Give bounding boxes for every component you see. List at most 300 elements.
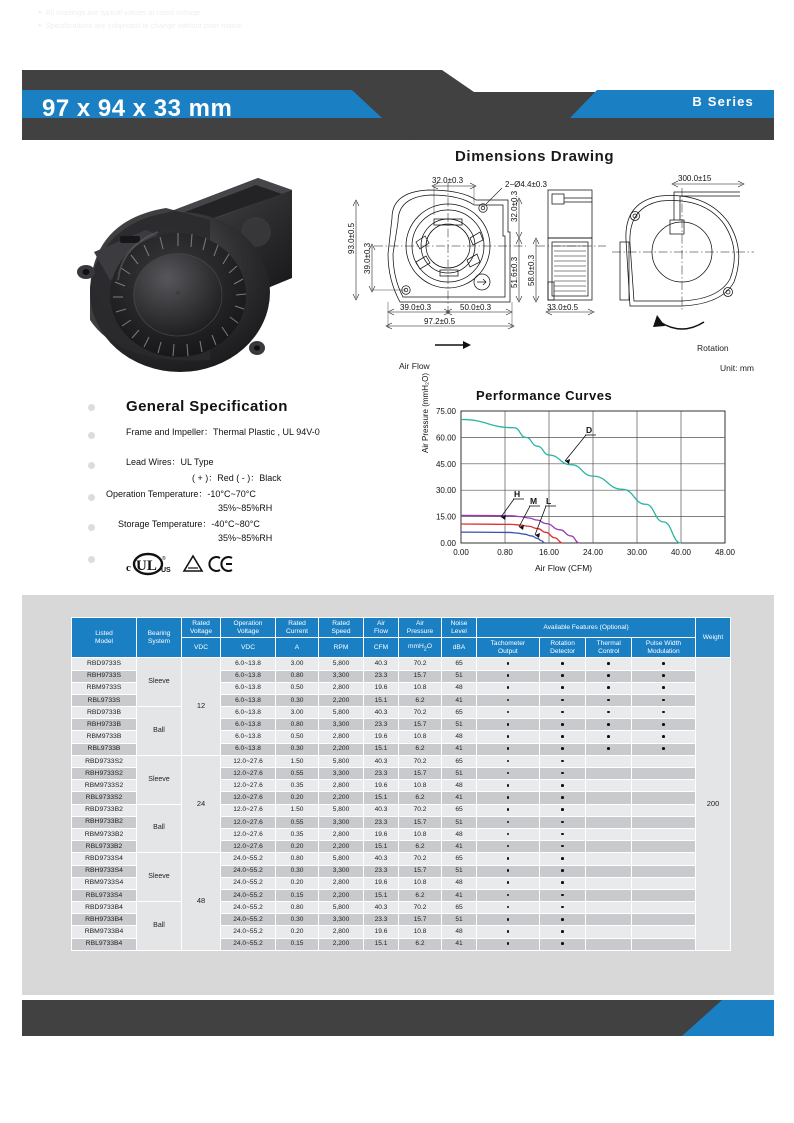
cell-listed-model: RBM9733B4 (72, 926, 137, 938)
cell-listed-model: RBM9733S2 (72, 780, 137, 792)
svg-text:UL: UL (136, 558, 157, 574)
cell-rotation-detector (539, 755, 586, 767)
footer-note-1: ● All readings are typical values at rated voltage. (38, 6, 244, 19)
cell-operation-voltage: 24.0~55.2 (221, 926, 276, 938)
bullet-icon (88, 524, 95, 531)
cell-pulse-width-modulation (632, 670, 696, 682)
cell-rated-current: 0.55 (276, 768, 319, 780)
cell-air-pressure: 10.8 (399, 731, 442, 743)
ce-icon (209, 557, 232, 571)
feature-dot (507, 784, 510, 787)
cell-pulse-width-modulation (632, 853, 696, 865)
cell-rated-speed: 3,300 (319, 719, 364, 731)
cell-bearing-system: Ball (137, 804, 182, 853)
feature-dot (507, 906, 510, 909)
cell-rated-speed: 5,800 (319, 755, 364, 767)
cell-listed-model: RBH9733B (72, 719, 137, 731)
cell-rated-current: 0.20 (276, 841, 319, 853)
cell-pulse-width-modulation (632, 743, 696, 755)
cell-rated-speed: 3,300 (319, 768, 364, 780)
cell-operation-voltage: 12.0~27.6 (221, 841, 276, 853)
cell-tachometer-output (477, 865, 540, 877)
cell-tachometer-output (477, 743, 540, 755)
cell-rotation-detector (539, 902, 586, 914)
cell-listed-model: RBH9733B4 (72, 914, 137, 926)
feature-dot (507, 699, 510, 702)
cell-air-flow: 19.6 (364, 926, 399, 938)
cell-rated-speed: 2,800 (319, 682, 364, 694)
feature-dot (507, 930, 510, 933)
th-listed-model-line2: Model (95, 637, 113, 645)
cell-thermal-control (586, 853, 632, 865)
cell-noise-level: 51 (442, 865, 477, 877)
cell-noise-level: 51 (442, 670, 477, 682)
cell-rated-speed: 2,800 (319, 828, 364, 840)
cell-air-flow: 40.3 (364, 804, 399, 816)
feature-dot (507, 796, 510, 799)
cell-air-flow: 23.3 (364, 865, 399, 877)
feature-dot (607, 723, 610, 726)
feature-dot (507, 881, 510, 884)
cell-noise-level: 65 (442, 707, 477, 719)
cell-rotation-detector (539, 780, 586, 792)
cell-pulse-width-modulation (632, 658, 696, 670)
table-row (72, 755, 731, 767)
cell-thermal-control (586, 877, 632, 889)
cell-listed-model: RBM9733S4 (72, 877, 137, 889)
chart-label-M: M (530, 496, 538, 506)
cell-rated-current: 0.30 (276, 743, 319, 755)
chart-y-tick: 45.00 (435, 459, 456, 469)
th-operation-voltage: Operation Voltage (221, 618, 276, 638)
cell-air-pressure: 10.8 (399, 877, 442, 889)
cell-tachometer-output (477, 877, 540, 889)
th-listed-model-line1: Listed (95, 630, 113, 638)
cell-thermal-control (586, 816, 632, 828)
dim-39-b: 39.0±0.3 (400, 303, 432, 312)
chart-y-tick: 75.00 (435, 407, 456, 416)
chart-y-tick: 0.00 (440, 539, 456, 548)
cell-noise-level: 48 (442, 780, 477, 792)
feature-dot (607, 699, 610, 702)
dim-32-right: 32.0±0.3 (510, 190, 519, 222)
cell-listed-model: RBD9733B4 (72, 902, 137, 914)
cell-operation-voltage: 24.0~55.2 (221, 853, 276, 865)
bullet-icon (88, 432, 95, 439)
cell-rotation-detector (539, 926, 586, 938)
cell-rotation-detector (539, 792, 586, 804)
spec-lead-polarity: ( + )：Red ( - )：Black (192, 473, 282, 483)
th-rated-current: Rated Current (276, 618, 319, 638)
series-label: B Series (692, 94, 754, 109)
specifications-table (71, 617, 731, 951)
cell-thermal-control (586, 902, 632, 914)
cell-air-flow: 23.3 (364, 816, 399, 828)
cell-rated-speed: 5,800 (319, 804, 364, 816)
cell-rotation-detector (539, 719, 586, 731)
cell-rated-speed: 3,300 (319, 816, 364, 828)
cell-bearing-system: Ball (137, 707, 182, 756)
ul-icon (134, 554, 162, 574)
cell-rated-current: 1.50 (276, 804, 319, 816)
cell-operation-voltage: 24.0~55.2 (221, 877, 276, 889)
dim-33: 33.0±0.5 (547, 303, 579, 312)
feature-dot (561, 760, 564, 763)
cell-operation-voltage: 24.0~55.2 (221, 914, 276, 926)
bullet-icon (88, 556, 95, 563)
cell-rated-voltage: 48 (182, 853, 221, 951)
cell-noise-level: 48 (442, 731, 477, 743)
cell-air-flow: 19.6 (364, 780, 399, 792)
cell-air-flow: 40.3 (364, 902, 399, 914)
cell-air-pressure: 6.2 (399, 841, 442, 853)
cell-rotation-detector (539, 731, 586, 743)
cell-air-flow: 19.6 (364, 877, 399, 889)
cell-rated-current: 0.80 (276, 853, 319, 865)
cell-noise-level: 65 (442, 658, 477, 670)
feature-dot (507, 772, 510, 775)
cell-rated-current: 0.30 (276, 865, 319, 877)
cell-air-pressure: 6.2 (399, 938, 442, 950)
chart-x-tick: 24.00 (582, 548, 604, 557)
cell-pulse-width-modulation (632, 707, 696, 719)
feature-dot (561, 857, 564, 860)
bullet-icon (88, 462, 95, 469)
cell-rated-current: 0.50 (276, 731, 319, 743)
svg-text:®: ® (162, 556, 166, 562)
cell-pulse-width-modulation (632, 780, 696, 792)
feature-dot (561, 845, 564, 848)
svg-text:c: c (126, 562, 131, 574)
cell-pulse-width-modulation (632, 792, 696, 804)
cell-tachometer-output (477, 889, 540, 901)
cell-pulse-width-modulation (632, 731, 696, 743)
cell-air-pressure: 6.2 (399, 694, 442, 706)
cell-listed-model: RBL9733B2 (72, 841, 137, 853)
th-pulse-width-modulation: Pulse Width Modulation (632, 638, 696, 658)
feature-dot (561, 942, 564, 945)
footer-banner (22, 1000, 774, 1036)
feature-dot (607, 686, 610, 689)
feature-dot (507, 662, 510, 665)
cell-listed-model: RBL9733S4 (72, 889, 137, 901)
feature-dot (662, 686, 665, 689)
dim-50: 50.0±0.3 (460, 303, 492, 312)
cell-rated-speed: 5,800 (319, 658, 364, 670)
cell-listed-model: RBD9733S (72, 658, 137, 670)
cell-noise-level: 65 (442, 902, 477, 914)
feature-dot (561, 869, 564, 872)
cell-rated-current: 0.35 (276, 828, 319, 840)
chart-y-tick: 30.00 (435, 486, 456, 496)
cell-operation-voltage: 24.0~55.2 (221, 889, 276, 901)
cell-thermal-control (586, 792, 632, 804)
cell-air-pressure: 70.2 (399, 755, 442, 767)
feature-dot (561, 881, 564, 884)
cell-air-flow: 40.3 (364, 658, 399, 670)
dim-300: 300.0±15 (678, 174, 712, 183)
cell-noise-level: 41 (442, 938, 477, 950)
cell-air-flow: 40.3 (364, 707, 399, 719)
cell-rated-speed: 5,800 (319, 853, 364, 865)
feature-dot (662, 711, 665, 714)
cell-operation-voltage: 12.0~27.6 (221, 792, 276, 804)
cell-listed-model: RBH9733B2 (72, 816, 137, 828)
table-header (72, 618, 731, 658)
cell-rotation-detector (539, 670, 586, 682)
cell-bearing-system: Sleeve (137, 658, 182, 707)
cell-pulse-width-modulation (632, 828, 696, 840)
cell-tachometer-output (477, 780, 540, 792)
cell-thermal-control (586, 694, 632, 706)
cell-noise-level: 41 (442, 792, 477, 804)
th-rated-voltage: Rated Voltage (182, 618, 221, 638)
cell-rotation-detector (539, 694, 586, 706)
dim-58: 58.0±0.3 (527, 254, 536, 286)
cell-pulse-width-modulation (632, 755, 696, 767)
cell-air-flow: 23.3 (364, 719, 399, 731)
cell-listed-model: RBH9733S4 (72, 865, 137, 877)
cell-air-flow: 23.3 (364, 768, 399, 780)
general-spec-heading: General Specification (126, 398, 288, 415)
cell-air-flow: 23.3 (364, 914, 399, 926)
th-available-features: Available Features (Optional) (477, 618, 696, 638)
cell-listed-model: RBL9733S (72, 694, 137, 706)
cell-tachometer-output (477, 804, 540, 816)
cell-rotation-detector (539, 853, 586, 865)
cell-air-pressure: 6.2 (399, 743, 442, 755)
cell-rated-current: 0.20 (276, 926, 319, 938)
cell-air-flow: 15.1 (364, 743, 399, 755)
dimensions-drawing-title: Dimensions Drawing (455, 148, 615, 165)
cell-rated-current: 0.15 (276, 938, 319, 950)
feature-dot (507, 686, 510, 689)
bullet-icon (88, 494, 95, 501)
dim-hole: 2−Ø4.4±0.3 (505, 180, 547, 189)
cell-pulse-width-modulation (632, 719, 696, 731)
table-row (72, 853, 731, 865)
cell-noise-level: 51 (442, 719, 477, 731)
cell-tachometer-output (477, 682, 540, 694)
cell-tachometer-output (477, 938, 540, 950)
feature-dot (561, 747, 564, 750)
cell-rated-speed: 2,200 (319, 792, 364, 804)
cell-listed-model: RBM9733B2 (72, 828, 137, 840)
cell-air-flow: 15.1 (364, 938, 399, 950)
chart-label-L: L (546, 496, 552, 506)
cell-listed-model: RBD9733B2 (72, 804, 137, 816)
cell-pulse-width-modulation (632, 841, 696, 853)
th-unit-noise-level: dBA (442, 638, 477, 658)
feature-dot (561, 918, 564, 921)
cell-rotation-detector (539, 816, 586, 828)
cell-operation-voltage: 12.0~27.6 (221, 828, 276, 840)
cell-tachometer-output (477, 694, 540, 706)
chart-x-tick: 40.00 (670, 548, 692, 557)
th-tachometer-output: Tachometer Output (477, 638, 540, 658)
cell-air-pressure: 10.8 (399, 780, 442, 792)
spec-frame-impeller: Frame and Impeller：Thermal Plastic , UL 94V-0 (126, 427, 320, 437)
cell-air-flow: 23.3 (364, 670, 399, 682)
table-row (72, 658, 731, 670)
th-air-flow: Air Flow (364, 618, 399, 638)
cell-air-pressure: 15.7 (399, 865, 442, 877)
cell-air-flow: 40.3 (364, 853, 399, 865)
cell-noise-level: 65 (442, 804, 477, 816)
cell-pulse-width-modulation (632, 914, 696, 926)
cell-air-pressure: 70.2 (399, 804, 442, 816)
dim-32-top: 32.0±0.3 (432, 176, 464, 185)
cell-air-pressure: 70.2 (399, 707, 442, 719)
cell-bearing-system: Ball (137, 902, 182, 951)
feature-dot (561, 674, 564, 677)
feature-dot (561, 796, 564, 799)
cell-air-flow: 15.1 (364, 792, 399, 804)
cell-tachometer-output (477, 926, 540, 938)
cell-pulse-width-modulation (632, 816, 696, 828)
cell-pulse-width-modulation (632, 889, 696, 901)
chart-x-tick: 48.00 (714, 548, 736, 557)
th-air-pressure: Air Pressure (399, 618, 442, 638)
cell-air-pressure: 10.8 (399, 828, 442, 840)
cell-rated-current: 0.20 (276, 792, 319, 804)
chart-x-tick: 0.00 (453, 548, 469, 557)
feature-dot (607, 747, 610, 750)
spec-operation-temp: Operation Temperature：-10°C~70°C (106, 489, 256, 499)
cell-rated-speed: 3,300 (319, 670, 364, 682)
cell-air-pressure: 6.2 (399, 792, 442, 804)
dim-93: 93.0±0.5 (347, 222, 356, 254)
cell-rated-current: 0.80 (276, 670, 319, 682)
feature-dot (662, 699, 665, 702)
cell-air-flow: 19.6 (364, 828, 399, 840)
cell-tachometer-output (477, 792, 540, 804)
cell-thermal-control (586, 658, 632, 670)
feature-dot (561, 808, 564, 811)
cell-operation-voltage: 6.0~13.8 (221, 670, 276, 682)
cell-rated-speed: 3,300 (319, 865, 364, 877)
cell-rotation-detector (539, 768, 586, 780)
cell-operation-voltage: 12.0~27.6 (221, 755, 276, 767)
cell-thermal-control (586, 914, 632, 926)
cell-rotation-detector (539, 743, 586, 755)
chart-label-D: D (586, 425, 593, 435)
cell-thermal-control (586, 743, 632, 755)
cell-operation-voltage: 6.0~13.8 (221, 694, 276, 706)
cell-operation-voltage: 12.0~27.6 (221, 804, 276, 816)
th-unit-rated-current: A (276, 638, 319, 658)
feature-dot (561, 894, 564, 897)
cell-rated-current: 1.50 (276, 755, 319, 767)
cell-air-flow: 19.6 (364, 731, 399, 743)
cell-listed-model: RBL9733B4 (72, 938, 137, 950)
product-photo (60, 160, 330, 390)
cell-tachometer-output (477, 828, 540, 840)
cell-rated-voltage: 24 (182, 755, 221, 853)
th-rotation-detector: Rotation Detector (539, 638, 586, 658)
cell-noise-level: 41 (442, 743, 477, 755)
cell-rated-current: 0.35 (276, 780, 319, 792)
cell-rotation-detector (539, 841, 586, 853)
cell-pulse-width-modulation (632, 694, 696, 706)
cell-tachometer-output (477, 816, 540, 828)
th-unit-rated-speed: RPM (319, 638, 364, 658)
cell-pulse-width-modulation (632, 804, 696, 816)
feature-dot (507, 845, 510, 848)
table-body (72, 658, 731, 951)
feature-dot (561, 906, 564, 909)
cell-operation-voltage: 24.0~55.2 (221, 865, 276, 877)
cell-air-pressure: 15.7 (399, 719, 442, 731)
cell-rated-speed: 5,800 (319, 707, 364, 719)
cell-thermal-control (586, 768, 632, 780)
th-unit-air-flow: CFM (364, 638, 399, 658)
general-specification (88, 398, 428, 576)
cell-air-pressure: 6.2 (399, 889, 442, 901)
cell-listed-model: RBD9733B (72, 707, 137, 719)
feature-dot (507, 942, 510, 945)
cell-tachometer-output (477, 707, 540, 719)
dim-516: 51.6±0.3 (510, 256, 519, 288)
cell-rotation-detector (539, 658, 586, 670)
certification-marks (126, 552, 236, 581)
chart-x-tick: 16.00 (538, 548, 560, 557)
cell-rotation-detector (539, 707, 586, 719)
cell-rated-current: 0.30 (276, 914, 319, 926)
cell-rated-speed: 2,200 (319, 938, 364, 950)
feature-dot (561, 711, 564, 714)
cell-pulse-width-modulation (632, 938, 696, 950)
cell-air-pressure: 70.2 (399, 658, 442, 670)
cell-listed-model: RBD9733S2 (72, 755, 137, 767)
cell-rated-current: 0.20 (276, 877, 319, 889)
cell-operation-voltage: 12.0~27.6 (221, 780, 276, 792)
cell-thermal-control (586, 804, 632, 816)
performance-curves-title: Performance Curves (476, 388, 613, 403)
cell-air-flow: 15.1 (364, 694, 399, 706)
cell-rated-current: 0.30 (276, 694, 319, 706)
cell-noise-level: 65 (442, 853, 477, 865)
feature-dot (561, 930, 564, 933)
cell-air-flow: 15.1 (364, 889, 399, 901)
cell-pulse-width-modulation (632, 768, 696, 780)
cell-rotation-detector (539, 865, 586, 877)
cell-listed-model: RBH9733S2 (72, 768, 137, 780)
cell-tachometer-output (477, 658, 540, 670)
feature-dot (507, 894, 510, 897)
cell-noise-level: 48 (442, 682, 477, 694)
th-noise-level: Noise Level (442, 618, 477, 638)
cell-thermal-control (586, 719, 632, 731)
feature-dot (561, 833, 564, 836)
cell-rated-speed: 2,200 (319, 889, 364, 901)
cell-rated-current: 3.00 (276, 707, 319, 719)
cell-air-pressure: 15.7 (399, 914, 442, 926)
cell-rated-current: 3.00 (276, 658, 319, 670)
feature-dot (507, 723, 510, 726)
feature-dot (507, 833, 510, 836)
cell-noise-level: 41 (442, 694, 477, 706)
spec-operation-rh: 35%~85%RH (218, 503, 273, 513)
cell-air-flow: 19.6 (364, 682, 399, 694)
cell-thermal-control (586, 755, 632, 767)
cell-thermal-control (586, 889, 632, 901)
cell-air-pressure: 70.2 (399, 902, 442, 914)
feature-dot (561, 772, 564, 775)
th-rated-speed: Rated Speed (319, 618, 364, 638)
chart-y-axis-label: Air Pressure (mmH₂O) (421, 373, 430, 453)
cell-air-pressure: 15.7 (399, 816, 442, 828)
